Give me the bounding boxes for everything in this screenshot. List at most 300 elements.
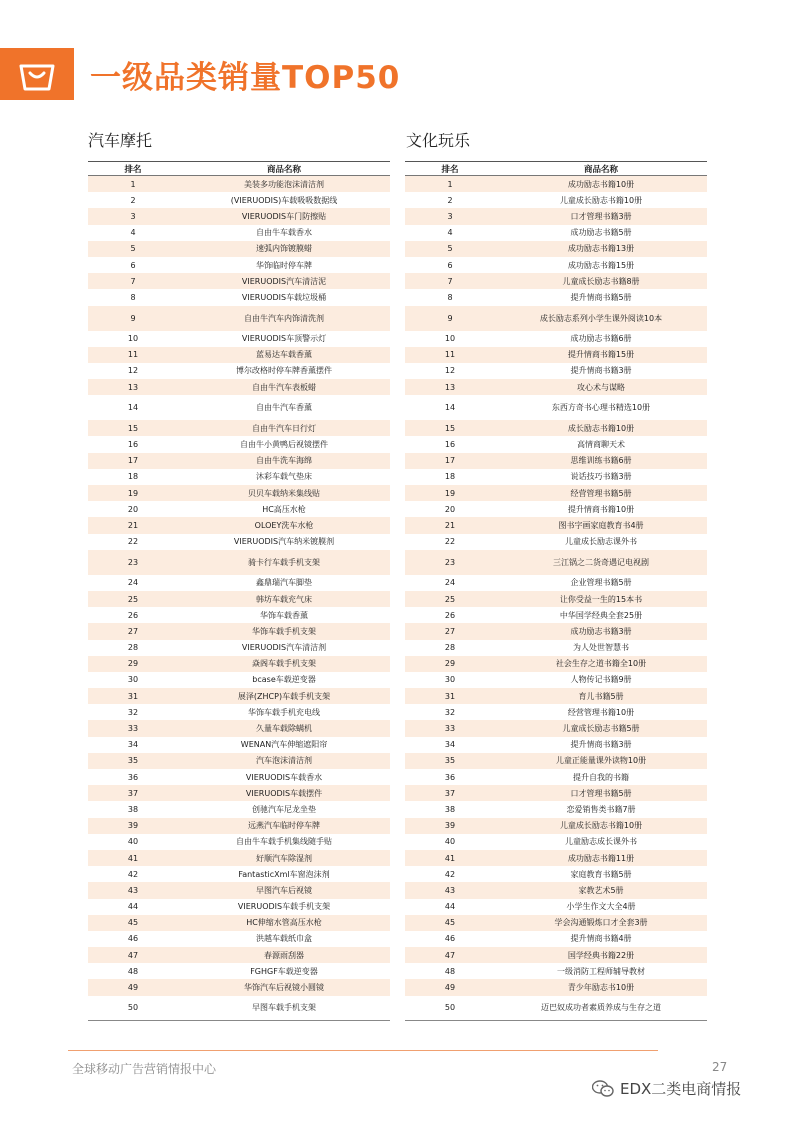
product-name-cell: 自由牛洗车海绵 bbox=[256, 456, 312, 466]
table-row bbox=[88, 607, 390, 623]
table-row bbox=[405, 363, 707, 379]
product-name-cell: VIERUODIS车顶警示灯 bbox=[241, 334, 327, 344]
rank-cell: 39 bbox=[444, 821, 456, 831]
rank-cell: 42 bbox=[444, 869, 456, 879]
table-row bbox=[88, 257, 390, 273]
table-row bbox=[405, 289, 707, 305]
shopping-bag-icon bbox=[18, 56, 56, 92]
product-name-cell: 华饰临时停车牌 bbox=[256, 260, 312, 270]
table-body bbox=[405, 176, 707, 1021]
rank-cell: 3 bbox=[447, 211, 453, 221]
table-row bbox=[405, 575, 707, 591]
table-row bbox=[405, 607, 707, 623]
table-row bbox=[405, 866, 707, 882]
table-row bbox=[405, 550, 707, 575]
product-name-cell: 社会生存之道书籍全10册 bbox=[555, 659, 647, 669]
rank-cell: 32 bbox=[127, 707, 139, 717]
rank-cell: 22 bbox=[444, 537, 456, 547]
product-name-cell: 成功励志书籍3册 bbox=[570, 626, 632, 636]
rank-cell: 47 bbox=[127, 950, 139, 960]
product-name-cell: 展泽(ZHCP)车载手机支架 bbox=[237, 691, 331, 701]
rank-cell: 24 bbox=[444, 578, 456, 588]
rank-cell: 10 bbox=[444, 334, 456, 344]
rank-cell: 18 bbox=[127, 472, 139, 482]
rank-cell: 25 bbox=[444, 594, 456, 604]
table-row bbox=[88, 347, 390, 363]
table-row bbox=[405, 818, 707, 834]
rank-cell: 19 bbox=[127, 488, 139, 498]
product-name-cell: 学会沟通锻炼口才全套3册 bbox=[554, 918, 648, 928]
table-row bbox=[405, 436, 707, 452]
table-row bbox=[88, 769, 390, 785]
product-name-cell: 成功励志书籍6册 bbox=[570, 334, 632, 344]
product-name-cell: VIERUODIS车载垃圾桶 bbox=[241, 292, 327, 302]
section-title-auto: 汽车摩托 bbox=[88, 131, 153, 150]
rank-cell: 13 bbox=[444, 382, 456, 392]
rank-cell: 17 bbox=[444, 456, 456, 466]
product-name-cell: VIERUODIS车载摆件 bbox=[245, 788, 323, 798]
rank-cell: 23 bbox=[444, 557, 456, 567]
table-row bbox=[88, 517, 390, 533]
product-name-cell: 美装多功能泡沫清洁剂 bbox=[244, 179, 324, 189]
rank-cell: 31 bbox=[444, 691, 456, 701]
product-name-cell: 口才管理书籍3册 bbox=[570, 211, 632, 221]
product-name-cell: 鑫鼎瑞汽车脚垫 bbox=[256, 578, 312, 588]
rank-cell: 20 bbox=[127, 504, 139, 514]
rank-cell: 29 bbox=[444, 659, 456, 669]
table-row bbox=[88, 420, 390, 436]
product-name-cell: 春源雨刮器 bbox=[264, 950, 304, 960]
product-name-cell: 博尔改格时停车牌香薰摆件 bbox=[236, 366, 332, 376]
rank-cell: 12 bbox=[127, 366, 139, 376]
table-row bbox=[405, 225, 707, 241]
product-name-cell: 提升情商书籍3册 bbox=[570, 366, 632, 376]
table-row bbox=[88, 850, 390, 866]
product-name-cell: 攻心术与谋略 bbox=[577, 382, 625, 392]
rank-cell: 11 bbox=[127, 350, 139, 360]
table-row bbox=[88, 931, 390, 947]
ranking-table-culture bbox=[405, 161, 707, 1021]
table-row bbox=[88, 331, 390, 347]
product-name-cell: 成功励志书籍11册 bbox=[567, 853, 635, 863]
product-name-cell: 早图车载手机支架 bbox=[252, 1003, 316, 1013]
rank-cell: 43 bbox=[127, 885, 139, 895]
rank-cell: 16 bbox=[444, 440, 456, 450]
column-header-rank: 排名 bbox=[441, 164, 459, 175]
product-name-cell: 焱阁车载手机支架 bbox=[252, 659, 316, 669]
rank-cell: 44 bbox=[444, 902, 456, 912]
rank-cell: 10 bbox=[127, 334, 139, 344]
table-row bbox=[88, 306, 390, 331]
rank-cell: 35 bbox=[444, 756, 456, 766]
product-name-cell: 速弧内饰镀膜蜡 bbox=[256, 244, 312, 254]
footer-source: 全球移动广告营销情报中心 bbox=[72, 1062, 217, 1076]
rank-cell: 31 bbox=[127, 691, 139, 701]
table-row bbox=[405, 306, 707, 331]
product-name-cell: VIERUODIS汽车清洁剂 bbox=[241, 643, 327, 653]
product-name-cell: 华饰车载手机支架 bbox=[252, 626, 316, 636]
rank-cell: 14 bbox=[444, 403, 456, 413]
table-row bbox=[88, 623, 390, 639]
product-name-cell: 育儿书籍5册 bbox=[578, 691, 624, 701]
rank-cell: 4 bbox=[447, 228, 453, 238]
rank-cell: 15 bbox=[127, 423, 139, 433]
table-row bbox=[88, 436, 390, 452]
table-row bbox=[88, 753, 390, 769]
table-row bbox=[88, 550, 390, 575]
table-row bbox=[88, 241, 390, 257]
rank-cell: 45 bbox=[444, 918, 456, 928]
table-row bbox=[405, 672, 707, 688]
product-name-cell: 成长励志书籍10册 bbox=[567, 423, 635, 433]
table-row bbox=[88, 963, 390, 979]
wechat-watermark bbox=[592, 1078, 741, 1099]
product-name-cell: 三江锅之二货奇遇记电视剧 bbox=[553, 557, 649, 567]
rank-cell: 1 bbox=[447, 179, 453, 189]
rank-cell: 27 bbox=[127, 626, 139, 636]
product-name-cell: 为人处世智慧书 bbox=[573, 643, 629, 653]
product-name-cell: 图书字画家庭教育书4册 bbox=[558, 520, 644, 530]
product-name-cell: (VIERUODIS)车载吸吸数据线 bbox=[230, 195, 338, 205]
rank-cell: 30 bbox=[444, 675, 456, 685]
product-name-cell: 自由牛汽车内饰清洗剂 bbox=[244, 313, 324, 323]
table-row bbox=[405, 331, 707, 347]
table-row bbox=[88, 395, 390, 420]
table-row bbox=[405, 534, 707, 550]
product-name-cell: 经营管理书籍5册 bbox=[570, 488, 632, 498]
product-name-cell: 自由牛车载手机集线随手贴 bbox=[236, 837, 332, 847]
rank-cell: 44 bbox=[127, 902, 139, 912]
product-name-cell: 迈巴奴成功者素质养成与生存之道 bbox=[541, 1003, 661, 1013]
rank-cell: 13 bbox=[127, 382, 139, 392]
table-row bbox=[405, 395, 707, 420]
rank-cell: 24 bbox=[127, 578, 139, 588]
rank-cell: 4 bbox=[130, 228, 136, 238]
product-name-cell: 恋爱销售类书籍7册 bbox=[566, 804, 636, 814]
table-row bbox=[88, 947, 390, 963]
rank-cell: 3 bbox=[130, 211, 136, 221]
table-row bbox=[88, 289, 390, 305]
product-name-cell: 韩坊车载充气床 bbox=[256, 594, 312, 604]
table-row bbox=[405, 963, 707, 979]
table-row bbox=[405, 882, 707, 898]
table-row bbox=[88, 379, 390, 395]
rank-cell: 48 bbox=[127, 966, 139, 976]
rank-cell: 35 bbox=[127, 756, 139, 766]
rank-cell: 23 bbox=[127, 557, 139, 567]
rank-cell: 21 bbox=[444, 520, 456, 530]
product-name-cell: 让你受益一生的15本书 bbox=[559, 594, 643, 604]
table-row bbox=[405, 737, 707, 753]
table-row bbox=[88, 996, 390, 1021]
rank-cell: 6 bbox=[130, 260, 136, 270]
rank-cell: 45 bbox=[127, 918, 139, 928]
wechat-account-name: EDX二类电商情报 bbox=[620, 1080, 742, 1098]
table-row bbox=[405, 785, 707, 801]
table-row bbox=[88, 656, 390, 672]
table-row bbox=[88, 485, 390, 501]
product-name-cell: 思维训练书籍6册 bbox=[570, 456, 632, 466]
product-name-cell: 成功励志书籍13册 bbox=[567, 244, 635, 254]
product-name-cell: 儿童励志成长课外书 bbox=[565, 837, 637, 847]
product-name-cell: 提升情商书籍15册 bbox=[567, 350, 635, 360]
product-name-cell: 口才管理书籍5册 bbox=[570, 788, 632, 798]
table-row bbox=[405, 850, 707, 866]
page-number: 27 bbox=[712, 1060, 728, 1074]
table-row bbox=[88, 501, 390, 517]
product-name-cell: HC高压水枪 bbox=[262, 504, 306, 514]
product-name-cell: 家教艺术5册 bbox=[578, 885, 624, 895]
product-name-cell: 青少年励志书10册 bbox=[567, 983, 635, 993]
rank-cell: 34 bbox=[127, 740, 139, 750]
rank-cell: 1 bbox=[130, 179, 136, 189]
rank-cell: 19 bbox=[444, 488, 456, 498]
table-row bbox=[88, 720, 390, 736]
table-row bbox=[405, 947, 707, 963]
rank-cell: 17 bbox=[127, 456, 139, 466]
product-name-cell: WENAN汽车伸缩遮阳帘 bbox=[240, 740, 328, 750]
rank-cell: 25 bbox=[127, 594, 139, 604]
product-name-cell: 成功励志书籍5册 bbox=[570, 228, 632, 238]
rank-cell: 7 bbox=[447, 276, 453, 286]
column-header-name: 商品名称 bbox=[266, 164, 301, 175]
rank-cell: 6 bbox=[447, 260, 453, 270]
rank-cell: 22 bbox=[127, 537, 139, 547]
product-name-cell: 提升情商书籍5册 bbox=[570, 292, 632, 302]
rank-cell: 16 bbox=[127, 440, 139, 450]
product-name-cell: 华饰车载香薰 bbox=[260, 610, 308, 620]
rank-cell: 37 bbox=[127, 788, 139, 798]
table-row bbox=[405, 347, 707, 363]
table-row bbox=[405, 979, 707, 995]
table-row bbox=[405, 241, 707, 257]
product-name-cell: 成长励志系列小学生课外阅读10本 bbox=[539, 313, 663, 323]
product-name-cell: 儿童成长励志书籍10册 bbox=[559, 195, 643, 205]
rank-cell: 26 bbox=[127, 610, 139, 620]
table-row bbox=[405, 257, 707, 273]
table-row bbox=[88, 453, 390, 469]
product-name-cell: 企业管理书籍5册 bbox=[570, 578, 632, 588]
product-name-cell: 骑卡行车载手机支架 bbox=[248, 557, 320, 567]
product-name-cell: VIERUODIS车载香水 bbox=[245, 772, 323, 782]
rank-cell: 2 bbox=[447, 195, 453, 205]
footer-divider bbox=[68, 1050, 658, 1051]
table-row bbox=[405, 501, 707, 517]
product-name-cell: 创驰汽车尼龙坐垫 bbox=[252, 804, 316, 814]
table-row bbox=[405, 704, 707, 720]
product-name-cell: 一级消防工程师辅导教材 bbox=[557, 966, 645, 976]
rank-cell: 34 bbox=[444, 740, 456, 750]
table-row bbox=[88, 915, 390, 931]
rank-cell: 32 bbox=[444, 707, 456, 717]
table-row bbox=[88, 688, 390, 704]
wechat-icon bbox=[592, 1080, 614, 1098]
table-row bbox=[405, 656, 707, 672]
table-row bbox=[88, 575, 390, 591]
rank-cell: 42 bbox=[127, 869, 139, 879]
product-name-cell: VIERUODIS汽车纳米镀膜剂 bbox=[233, 537, 335, 547]
product-name-cell: 蓝易达车载香薰 bbox=[256, 350, 312, 360]
product-name-cell: 自由牛汽车香薰 bbox=[256, 403, 312, 413]
product-name-cell: VIERUODIS车门防擦贴 bbox=[241, 211, 327, 221]
table-row bbox=[405, 420, 707, 436]
rank-cell: 29 bbox=[127, 659, 139, 669]
product-name-cell: 早图汽车后视镜 bbox=[256, 885, 312, 895]
column-header-name: 商品名称 bbox=[583, 164, 618, 175]
rank-cell: 18 bbox=[444, 472, 456, 482]
rank-cell: 40 bbox=[127, 837, 139, 847]
rank-cell: 12 bbox=[444, 366, 456, 376]
rank-cell: 8 bbox=[130, 292, 136, 302]
rank-cell: 15 bbox=[444, 423, 456, 433]
table-row bbox=[405, 753, 707, 769]
table-row bbox=[88, 882, 390, 898]
table-row bbox=[88, 176, 390, 192]
rank-cell: 5 bbox=[447, 244, 453, 254]
rank-cell: 26 bbox=[444, 610, 456, 620]
table-body bbox=[88, 176, 390, 1021]
product-name-cell: 华饰汽车后视镜小圆镜 bbox=[244, 983, 324, 993]
rank-cell: 43 bbox=[444, 885, 456, 895]
product-name-cell: 贝贝车载纳米集线贴 bbox=[248, 488, 320, 498]
product-name-cell: 自由牛汽车表板蜡 bbox=[252, 382, 316, 392]
table-row bbox=[88, 979, 390, 995]
product-name-cell: 成功励志书籍15册 bbox=[567, 260, 635, 270]
rank-cell: 9 bbox=[447, 313, 453, 323]
product-name-cell: FantasticXml车窗泡沫剂 bbox=[238, 869, 330, 879]
product-name-cell: 儿童正能量课外读物10册 bbox=[555, 756, 647, 766]
rank-cell: 28 bbox=[444, 643, 456, 653]
rank-cell: 40 bbox=[444, 837, 456, 847]
product-name-cell: 自由牛小黄鸭后视镜摆件 bbox=[240, 440, 328, 450]
table-row bbox=[88, 834, 390, 850]
page-title: 一级品类销量TOP50 bbox=[90, 60, 401, 96]
rank-cell: 2 bbox=[130, 195, 136, 205]
product-name-cell: 经营管理书籍10册 bbox=[567, 707, 635, 717]
table-row bbox=[405, 192, 707, 208]
table-row bbox=[405, 591, 707, 607]
table-row bbox=[88, 672, 390, 688]
product-name-cell: 久量车载除螨机 bbox=[256, 724, 312, 734]
rank-cell: 5 bbox=[130, 244, 136, 254]
rank-cell: 20 bbox=[444, 504, 456, 514]
product-name-cell: 洪越车载纸巾盒 bbox=[256, 934, 312, 944]
table-row bbox=[405, 720, 707, 736]
product-name-cell: 汽车泡沫清洁剂 bbox=[256, 756, 312, 766]
product-name-cell: 沐彩车载气垫床 bbox=[256, 472, 312, 482]
table-row bbox=[405, 801, 707, 817]
table-row bbox=[405, 379, 707, 395]
product-name-cell: 儿童成长励志书籍10册 bbox=[559, 821, 643, 831]
product-name-cell: VIERUODIS车载手机支架 bbox=[237, 902, 331, 912]
product-name-cell: 东西方奇书心理书精选10册 bbox=[551, 403, 651, 413]
table-row bbox=[88, 273, 390, 289]
rank-cell: 41 bbox=[444, 853, 456, 863]
rank-cell: 38 bbox=[127, 804, 139, 814]
table-row bbox=[405, 640, 707, 656]
table-row bbox=[88, 591, 390, 607]
rank-cell: 46 bbox=[127, 934, 139, 944]
table-row bbox=[405, 453, 707, 469]
table-row bbox=[88, 801, 390, 817]
product-name-cell: 中华国学经典全套25册 bbox=[559, 610, 643, 620]
table-row bbox=[88, 534, 390, 550]
table-row bbox=[405, 769, 707, 785]
table-row bbox=[405, 899, 707, 915]
product-name-cell: 国学经典书籍22册 bbox=[567, 950, 635, 960]
table-row bbox=[405, 485, 707, 501]
table-header bbox=[88, 161, 390, 176]
table-row bbox=[88, 192, 390, 208]
rank-cell: 27 bbox=[444, 626, 456, 636]
table-row bbox=[405, 996, 707, 1021]
product-name-cell: OLOEY洗车水枪 bbox=[254, 520, 314, 530]
product-name-cell: 提升情商书籍10册 bbox=[567, 504, 635, 514]
product-name-cell: 成功励志书籍10册 bbox=[567, 179, 635, 189]
rank-cell: 36 bbox=[127, 772, 139, 782]
product-name-cell: 高情商聊天术 bbox=[577, 440, 625, 450]
product-name-cell: 儿童成长励志书籍5册 bbox=[562, 724, 640, 734]
product-name-cell: VIERUODIS汽车清洁泥 bbox=[241, 276, 327, 286]
column-header-rank: 排名 bbox=[124, 164, 142, 175]
rank-cell: 49 bbox=[444, 983, 456, 993]
product-name-cell: 提升情商书籍4册 bbox=[570, 934, 632, 944]
rank-cell: 8 bbox=[447, 292, 453, 302]
rank-cell: 21 bbox=[127, 520, 139, 530]
product-name-cell: 华饰车载手机充电线 bbox=[248, 707, 320, 717]
product-name-cell: 提升情商书籍3册 bbox=[570, 740, 632, 750]
product-name-cell: 好顺汽车除湿剂 bbox=[256, 853, 312, 863]
table-row bbox=[88, 363, 390, 379]
product-name-cell: 自由牛车载香水 bbox=[256, 228, 312, 238]
ranking-table-auto bbox=[88, 161, 390, 1021]
table-row bbox=[405, 469, 707, 485]
rank-cell: 41 bbox=[127, 853, 139, 863]
rank-cell: 50 bbox=[127, 1003, 139, 1013]
rank-cell: 46 bbox=[444, 934, 456, 944]
rank-cell: 37 bbox=[444, 788, 456, 798]
rank-cell: 36 bbox=[444, 772, 456, 782]
product-name-cell: 提升自我的书籍 bbox=[573, 772, 629, 782]
product-name-cell: 儿童成长励志书籍8册 bbox=[562, 276, 640, 286]
table-row bbox=[405, 688, 707, 704]
table-row bbox=[88, 785, 390, 801]
table-row bbox=[88, 737, 390, 753]
rank-cell: 33 bbox=[444, 724, 456, 734]
rank-cell: 49 bbox=[127, 983, 139, 993]
rank-cell: 33 bbox=[127, 724, 139, 734]
table-row bbox=[88, 469, 390, 485]
product-name-cell: FGHGF车载逆变器 bbox=[250, 966, 318, 976]
rank-cell: 9 bbox=[130, 313, 136, 323]
table-row bbox=[405, 915, 707, 931]
rank-cell: 11 bbox=[444, 350, 456, 360]
rank-cell: 14 bbox=[127, 403, 139, 413]
table-row bbox=[405, 273, 707, 289]
table-row bbox=[88, 225, 390, 241]
rank-cell: 28 bbox=[127, 643, 139, 653]
table-row bbox=[405, 208, 707, 224]
table-row bbox=[88, 208, 390, 224]
rank-cell: 50 bbox=[444, 1003, 456, 1013]
product-name-cell: 小学生作文大全4册 bbox=[566, 902, 636, 912]
table-header bbox=[405, 161, 707, 176]
table-row bbox=[88, 866, 390, 882]
header-logo-block bbox=[0, 48, 74, 100]
product-name-cell: 家庭教育书籍5册 bbox=[570, 869, 632, 879]
product-name-cell: 说话技巧书籍3册 bbox=[570, 472, 632, 482]
rank-cell: 47 bbox=[444, 950, 456, 960]
